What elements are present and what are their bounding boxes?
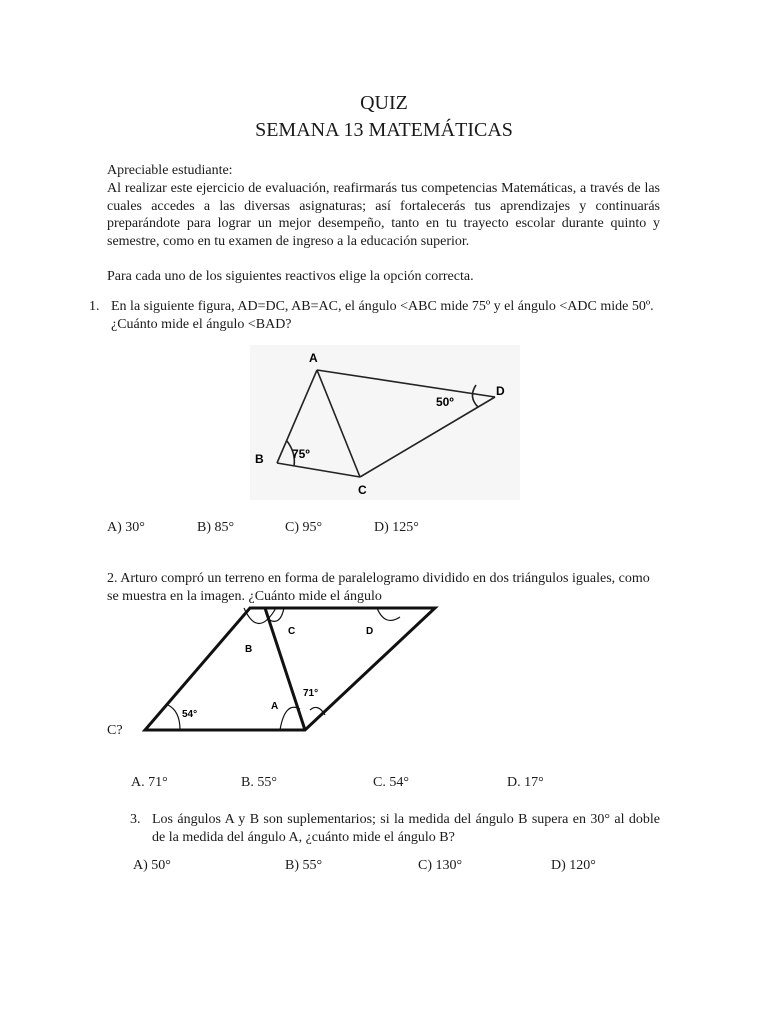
q2-label-b: B: [245, 644, 253, 655]
q3-option-c[interactable]: C) 130°: [418, 858, 463, 873]
q1-number: 1.: [89, 299, 100, 314]
q1-option-b[interactable]: B) 85°: [197, 520, 235, 535]
instruction-text: Para cada uno de los siguientes reactivos elige la opción correcta.: [107, 269, 474, 284]
q3-option-b[interactable]: B) 55°: [285, 858, 323, 873]
q1-label-b: B: [255, 452, 264, 466]
q1-label-d: D: [496, 384, 505, 398]
q2-angle-right-label: 71°: [303, 688, 319, 699]
q2-figure: [140, 605, 440, 740]
q2-angle-arc-left: [168, 705, 180, 730]
q1-option-a[interactable]: A) 30°: [107, 520, 145, 535]
q2-label-d: D: [366, 626, 374, 637]
q2-option-a[interactable]: A. 71°: [131, 775, 168, 790]
q2-angle-arc-d: [377, 608, 400, 620]
q1-text: En la siguiente figura, AD=DC, AB=AC, el ángulo <ABC mide 75º y el ángulo <ADC mide 50º. ¿Cuánto mide el ángulo <BAD?: [111, 299, 654, 332]
q2-label-a: A: [271, 701, 279, 712]
q1-angle-b-label: 75º: [292, 447, 310, 461]
q1-figure: [250, 345, 520, 500]
q2-option-d[interactable]: D. 17°: [507, 775, 544, 790]
q2-angle-arc-c: [268, 608, 284, 621]
q2-angle-left-label: 54°: [182, 709, 198, 720]
q3-number: 3.: [130, 812, 141, 827]
intro-greeting: Apreciable estudiante:: [107, 163, 233, 178]
q1-figure-background: [250, 345, 520, 500]
q3-option-a[interactable]: A) 50°: [133, 858, 171, 873]
page-title: QUIZ: [360, 92, 408, 114]
intro-paragraph: Al realizar este ejercicio de evaluación, reafirmarás tus competencias Matemáticas, a través de las cuales accedes a las diversas asignaturas; así fortalecerás tus aprendizajes y continuarás preparándote para lograr un mejor desempeño, tanto en tu trayecto escolar durante quinto y semestre, como en tu examen de ingreso a la educación superior.: [107, 181, 660, 249]
q1-option-c[interactable]: C) 95°: [285, 520, 323, 535]
q2-continuation: C?: [107, 723, 123, 738]
q1-angle-d-label: 50º: [436, 395, 454, 409]
page-subtitle: SEMANA 13 MATEMÁTICAS: [255, 119, 513, 141]
q1-option-d[interactable]: D) 125°: [374, 520, 419, 535]
q2-option-b[interactable]: B. 55°: [241, 775, 277, 790]
q2-text: 2. Arturo compró un terreno en forma de paralelogramo dividido en dos triángulos iguales, como se muestra en la imagen. ¿Cuánto mide el ángulo: [107, 571, 650, 604]
q2-option-c[interactable]: C. 54°: [373, 775, 409, 790]
q3-text: Los ángulos A y B son suplementarios; si la medida del ángulo B supera en 30° al doble de la medida del ángulo A, ¿cuánto mide el ángulo B?: [152, 812, 660, 845]
q1-label-c: C: [358, 483, 367, 497]
q2-angle-arc-a: [280, 707, 300, 730]
q1-label-a: A: [309, 351, 318, 365]
q2-label-c: C: [288, 626, 296, 637]
q3-option-d[interactable]: D) 120°: [551, 858, 596, 873]
